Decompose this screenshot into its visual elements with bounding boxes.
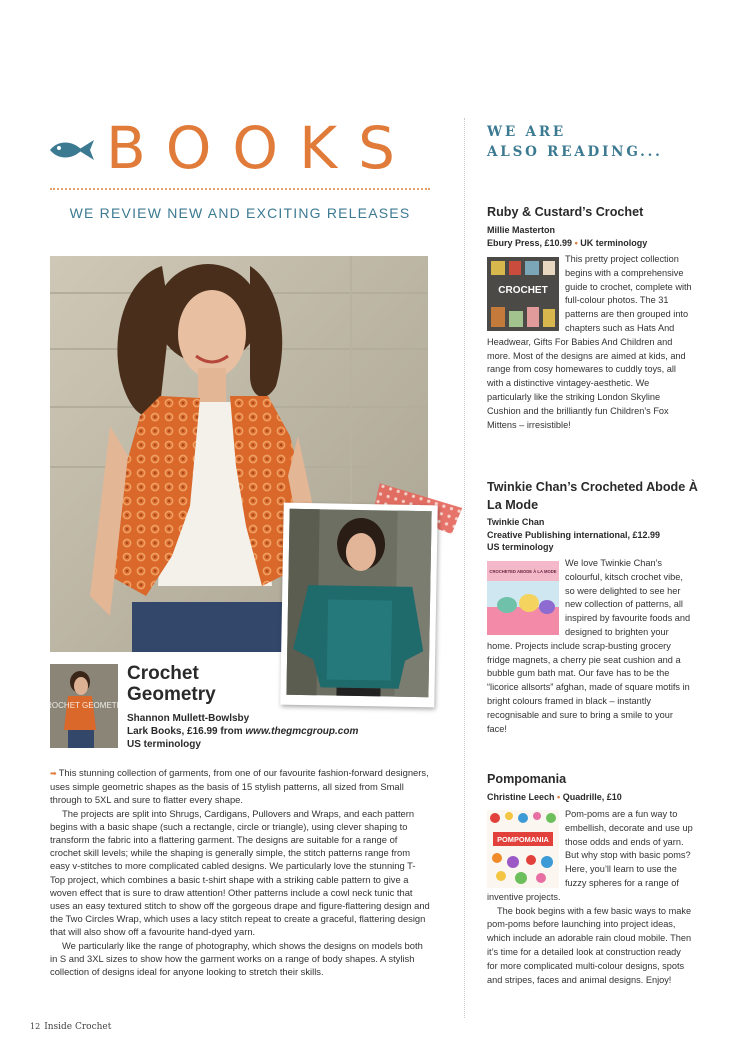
arrow-marker-icon: ➡: [50, 769, 57, 778]
sidebar-book-text: This pretty project collection begins with a comprehensive guide to crochet, complete with full-colour photos. The 31 patterns are then grouped into chapters such as Hats And Headwear, Gifts For Babies And Children and more. Most of the designs are aimed at kids, and range from cosy homewares to cuddly toys, all with a distinctive vintagey-aesthetic. We particularly like the striking London Skyline Cushion and the brilliantly fun Children’s Fox Mittens – irresistible!: [487, 254, 692, 430]
sidebar-book-text: Pom-poms are a fun way to embellish, decorate and use up those odds and ends of yarn. But why stop with basic poms? Here, you’ll learn to use the fuzzy spheres for a range of inventive projects. The book begins with a few basic ways to make pom-poms before launching into project ideas, which include an adorable rain cloud mobile. Then it’s time for a detailed look at construction ready for more complicated multi-colour designs, spots and stripes, faces and animal designs. Enjoy!: [487, 809, 693, 985]
review-paragraph: The projects are split into Shrugs, Cardigans, Pullovers and Wraps, and each pattern begins with a basic shape (such a rectangle, circle or triangle), using clever shaping to transform the fabric into a flattering garment. The designs are suitable for a range of crochet skill levels; while the shaping is generally simple, the stitch patterns range from easy v-stitches to more complicated cabled designs. We particularly love the stunning T-Top project, which combines a basic t-shirt shape with a striking cable pattern to give a woven effect that is sure to draw attention! Other patterns include a cowl neck tunic that uses an easy textured stitch to show off the gorgeous drape and figure-flattering design and the Two Circles Wrap, which uses a lacy stitch repeat to create a graceful, flattering design that will also show off a favourite hand-dyed yarn.: [50, 807, 430, 938]
main-review-text: [50, 766, 430, 978]
main-book-title: Crochet Geometry: [127, 663, 216, 705]
ruby-custard-cover: [487, 257, 559, 331]
cover-title: POMPOMANIA: [497, 835, 549, 844]
review-paragraph: ➡ This stunning collection of garments, from one of our favourite fashion-forward designers, uses simple geometric shapes as the basis of 15 stylish patterns, all sized from Small through to 5XL and sure to flatter every shape.: [50, 767, 429, 806]
page-subtitle: WE REVIEW NEW AND EXCITING RELEASES: [69, 205, 411, 221]
books-header: [48, 112, 432, 192]
sidebar-book-title: Twinkie Chan’s Crocheted Abode À La Mode: [487, 480, 698, 512]
main-book-publisher: Lark Books, £16.99 from www.thegmcgroup.com: [127, 726, 359, 737]
sidebar-book-meta: Twinkie Chan Creative Publishing international, £12.99 US terminology: [487, 517, 661, 552]
cover-title: CROCHET GEOMETRY: [40, 701, 128, 710]
sidebar-book-meta: Christine Leech • Quadrille, £10: [487, 792, 622, 802]
column-divider: [464, 118, 465, 1018]
dotted-divider: [50, 188, 430, 190]
sidebar-book-title: Pompomania: [487, 772, 567, 786]
fish-icon: [48, 136, 96, 164]
magazine-name: Inside Crochet: [44, 1022, 112, 1032]
publisher-link[interactable]: www.thegmcgroup.com: [245, 726, 359, 737]
page-number: 12: [30, 1022, 41, 1031]
sidebar-book-text: We love Twinkie Chan’s colourful, kitsch crochet vibe, so were delighted to see her new collection of patterns, all inspired by favourite foods and designed to brighten your home. Projects include scrap-busting grocery fridge magnets, a cherry pie seat cushion and a bubble gum bath mat. Our fave has to be the “licorice allsorts” afghan, made of square motifs in bright colours framed in black – instantly recognisable and sure to bring a smile to your face!: [487, 558, 691, 734]
cover-title: CROCHETED ABODE À LA MODE: [489, 569, 557, 574]
page-title: BOOKS: [106, 114, 416, 182]
page-footer: [30, 1022, 111, 1032]
main-book-terminology: US terminology: [127, 739, 201, 750]
crochet-geometry-cover: [40, 664, 128, 748]
main-book-author: Shannon Mullett-Bowlsby: [127, 713, 250, 724]
sidebar-heading: WE ARE ALSO READING...: [487, 124, 663, 160]
review-paragraph: We particularly like the range of photography, which shows the designs on models both in S and 3XL sizes to show how the garment works on a range of body shapes. A stylish collection of designs ideal for anyone looking to stretch their skills.: [50, 939, 423, 978]
sidebar-book-meta: Millie Masterton Ebury Press, £10.99 • UK terminology: [487, 225, 648, 248]
cover-title: CROCHET: [498, 285, 548, 296]
twinkie-chan-cover: [487, 561, 559, 635]
sidebar-book-title: Ruby & Custard’s Crochet: [487, 205, 644, 219]
main-book-meta: [127, 712, 427, 751]
inset-model-photo: [280, 503, 438, 708]
pompomania-cover: [487, 810, 559, 888]
